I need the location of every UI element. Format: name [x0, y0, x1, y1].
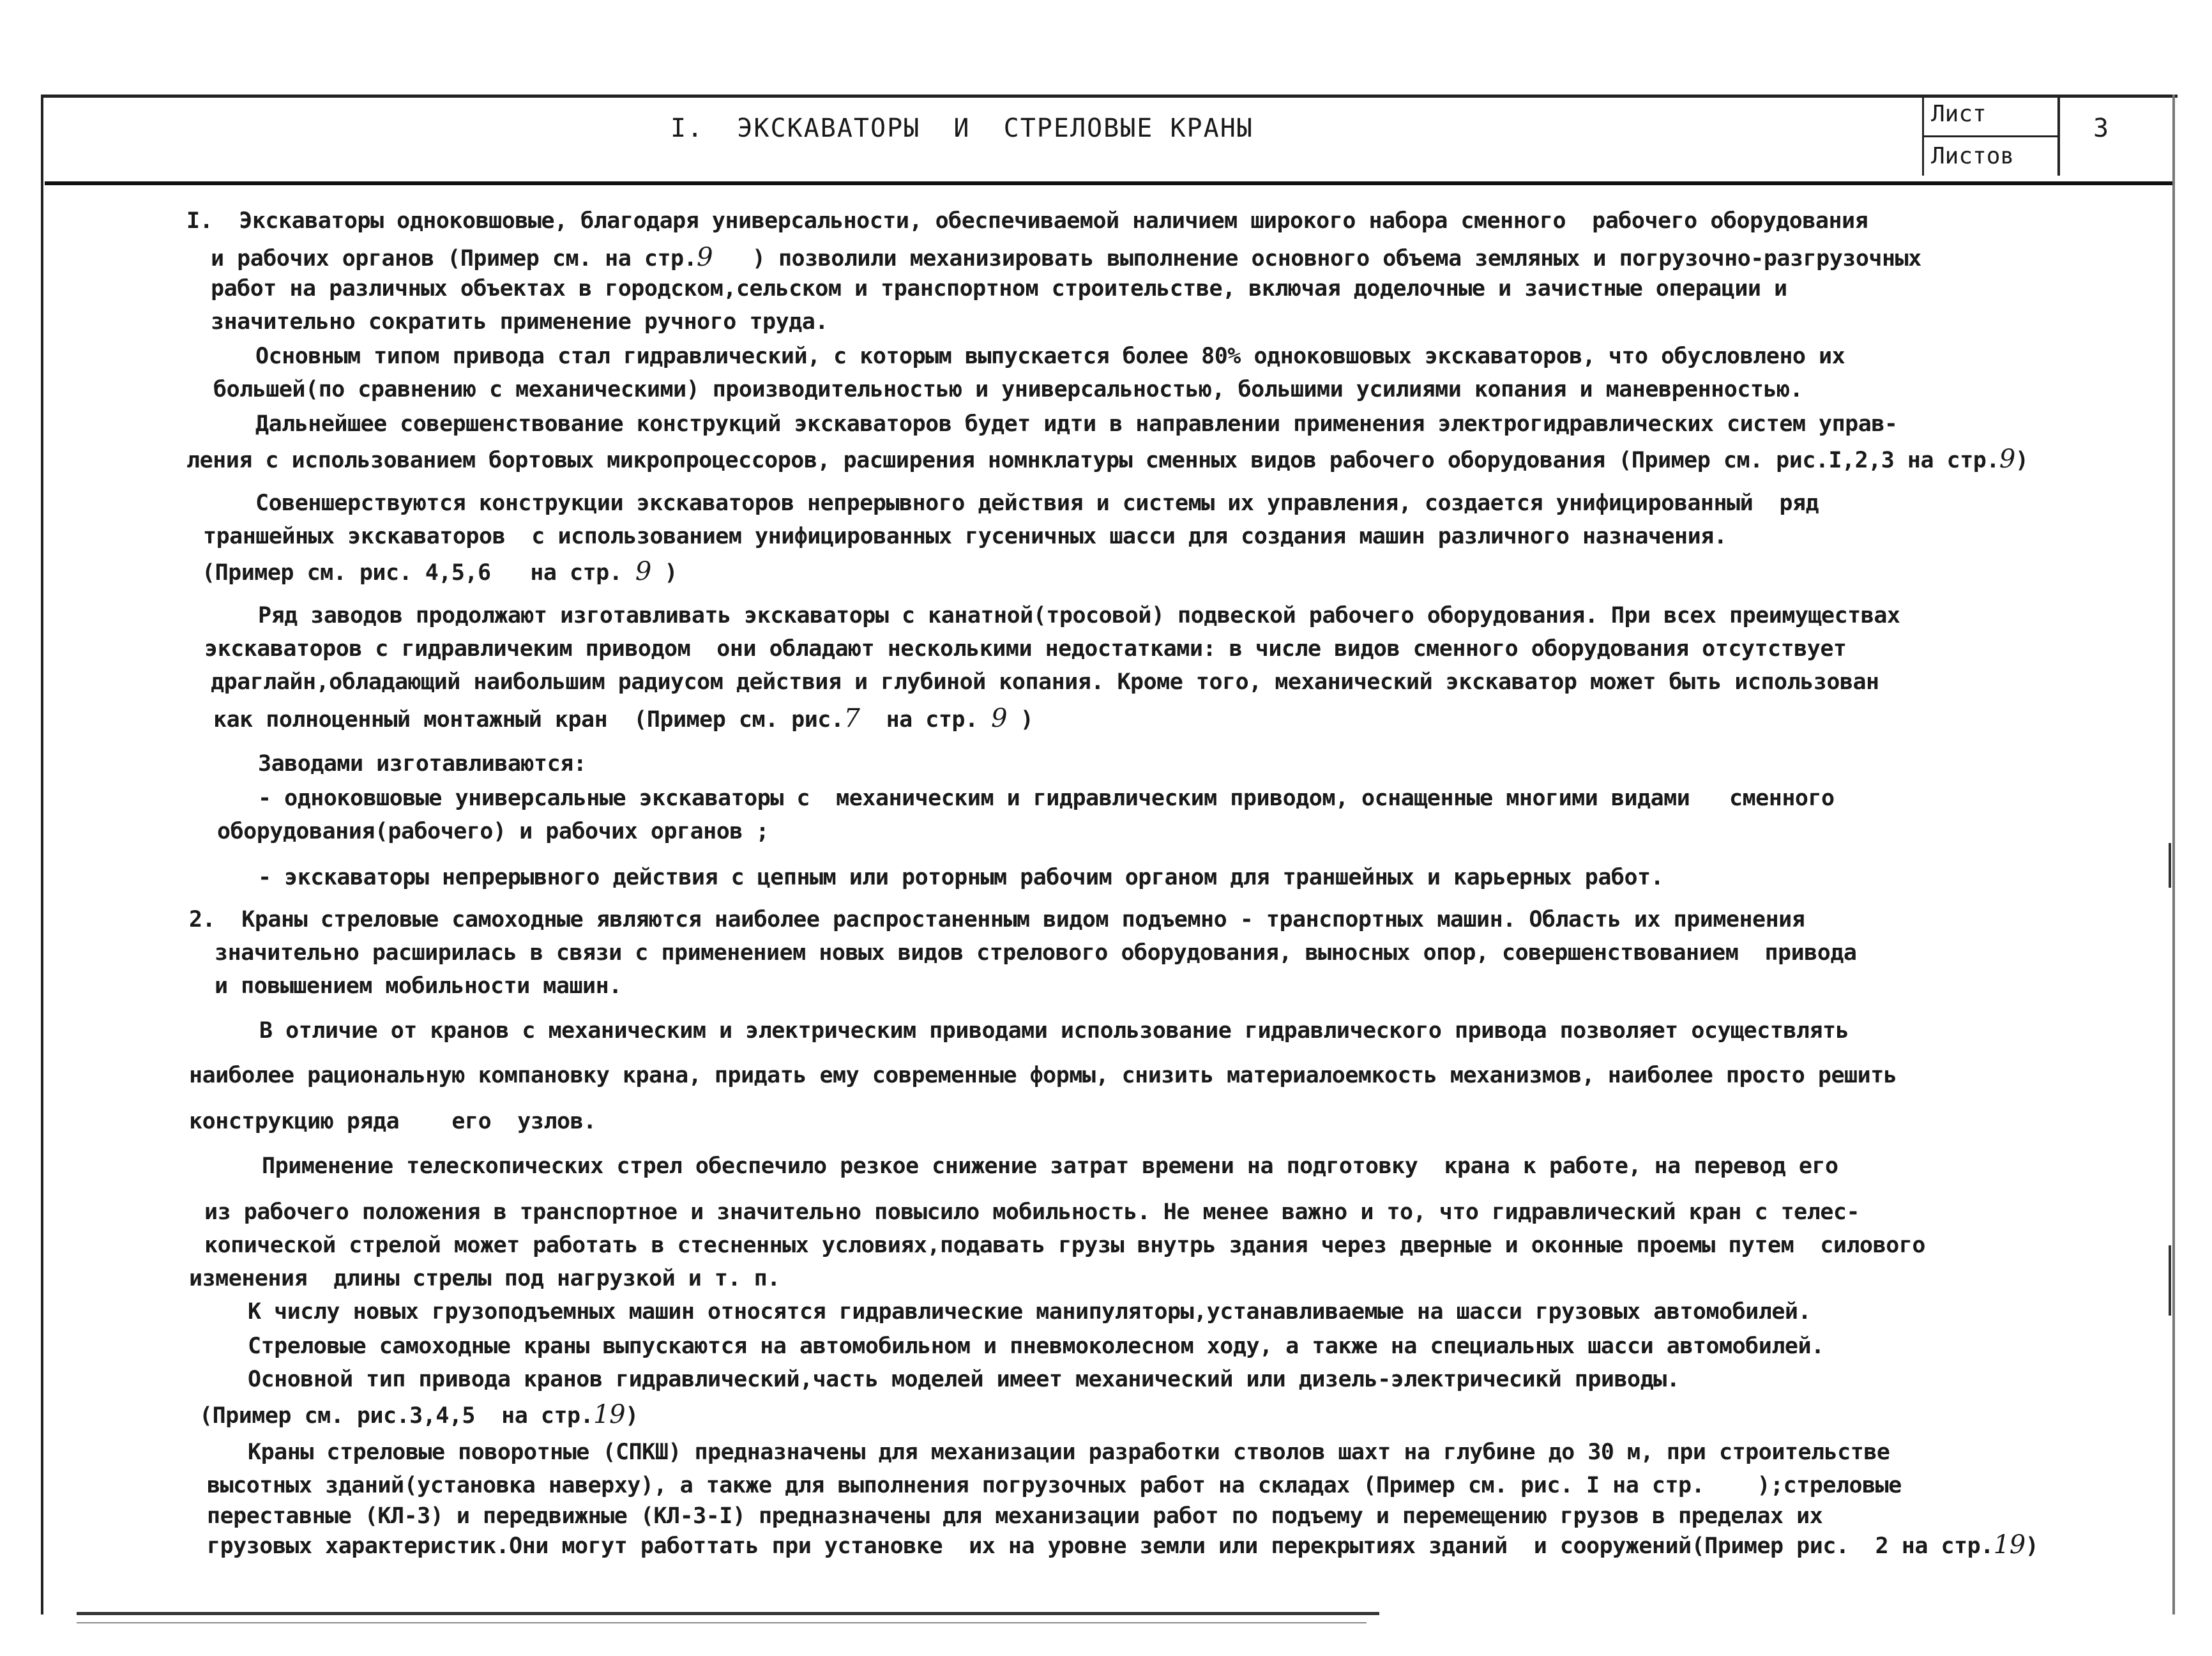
text-line: работ на различных объектах в городском,сельском и транспортном строительстве, включая доделочные и зачистные операции и: [211, 276, 1787, 301]
text-line: Применение телескопических стрел обеспечило резкое снижение затрат времени на подготовку крана к работе, на перевод его: [262, 1153, 1838, 1179]
sheets-label: Листов: [1931, 143, 2015, 169]
text-line: - одноковшовые универсальные экскаваторы с механическим и гидравлическим приводом, оснащенные многими видами сменного: [258, 786, 1835, 811]
text-line: экскаваторов с гидравличеким приводом они обладают несколькими недостатками: в числе видов сменного оборудования отсутствует: [204, 636, 1847, 662]
scan-artifact: [2169, 1245, 2171, 1316]
handwritten-page-ref: 9: [635, 557, 651, 586]
text-line: (Пример см. рис.3,4,5 на стр.19): [199, 1400, 639, 1429]
text-line: изменения длины стрелы под нагрузкой и т. п.: [189, 1266, 780, 1291]
text-line: Заводами изготавливаются:: [258, 751, 587, 777]
text-line: 2. Краны стреловые самоходные являются наиболее распростаненным видом подъемно - транспортных машин. Область их применения: [189, 907, 1805, 932]
scan-artifact: [2169, 843, 2171, 888]
text-line: К числу новых грузоподъемных машин относятся гидравлические манипуляторы,устанавливаемые на шасси грузовых автомобилей.: [248, 1299, 1812, 1325]
sheet-box-right-border: [2057, 96, 2060, 176]
handwritten-figure-ref: 7: [844, 704, 860, 733]
text-line: ления с использованием бортовых микропроцессоров, расширения номнклатуры сменных видов рабочего оборудования (Пример см. рис.I,2,3 на стр.9): [186, 444, 2029, 474]
text-line: драглайн,обладающий наибольшим радиусом действия и глубиной копания. Кроме того, механический экскаватор может быть использован: [211, 669, 1879, 695]
text-line: грузовых характеристик.Они могут работтать при установке их на уровне земли или перекрытиях зданий и сооружений(Пример рис. 2 на стр.19): [207, 1530, 2039, 1560]
text-line: и рабочих органов (Пример см. на стр.9 ) позволили механизировать выполнение основного объема земляных и погрузочно-разгрузочных: [211, 243, 1921, 272]
text-line: Совеншерствуются конструкции экскаваторов непрерывного действия и системы их управления, создается унифицированный ряд: [255, 490, 1819, 516]
page-frame-bottom-secondary: [77, 1622, 1367, 1623]
sheet-box-divider: [1922, 135, 2057, 137]
text-line: Ряд заводов продолжают изготавливать экскаваторы с канатной(тросовой) подвеской рабочего оборудования. При всех преимуществах: [258, 603, 1900, 628]
text-line: (Пример см. рис. 4,5,6 на стр. 9 ): [202, 557, 678, 586]
page-frame-bottom: [77, 1612, 1379, 1615]
sheet-label: Лист: [1931, 101, 1987, 127]
text-line: значительно сократить применение ручного труда.: [211, 309, 828, 335]
page-frame-left: [41, 95, 43, 1614]
text-line: наиболее рациональную компановку крана, придать ему современные формы, снизить материалоемкость механизмов, наиболее просто решить: [189, 1063, 1897, 1088]
text-line: оборудования(рабочего) и рабочих органов ;: [217, 819, 769, 844]
handwritten-page-ref: 19: [593, 1400, 626, 1429]
text-line: и повышением мобильности машин.: [215, 973, 622, 999]
section-title: I. ЭКСКАВАТОРЫ И СТРЕЛОВЫЕ КРАНЫ: [670, 114, 1254, 143]
text-line: из рабочего положения в транспортное и значительно повысило мобильность. Не менее важно и то, что гидравлический кран с телес-: [204, 1199, 1860, 1225]
text-line: Основной тип привода кранов гидравлический,часть моделей имеет механический или дизель-электричесикй приводы.: [248, 1367, 1680, 1392]
text-line: переставные (КЛ-3) и передвижные (КЛ-3-I) предназначены для механизации работ по подъему и перемещению грузов в пределах их: [207, 1503, 1823, 1529]
text-line: В отличие от кранов с механическим и электрическим приводами использование гидравлического привода позволяет осуществлять: [259, 1018, 1849, 1044]
handwritten-page-ref: 9: [991, 704, 1008, 733]
sheet-box: [1922, 96, 2069, 178]
text-line: большей(по сравнению с механическими) производительностью и универсальностью, большими усилиями копания и маневренностью.: [213, 377, 1803, 402]
handwritten-page-ref: 9: [697, 243, 713, 272]
text-line: копической стрелой может работать в стесненных условиях,подавать грузы внутрь здания через дверные и оконные проемы путем силового: [204, 1233, 1925, 1258]
text-line: Стреловые самоходные краны выпускаются на автомобильном и пневмоколесном ходу, а также на специальных шасси автомобилей.: [248, 1333, 1824, 1359]
text-line: высотных зданий(установка наверху), а также для выполнения погрузочных работ на складах (Пример см. рис. I на стр. );стреловые: [207, 1473, 1902, 1498]
page-frame-top: [41, 95, 2178, 98]
text-line: значительно расширилась в связи с применением новых видов стрелового оборудования, выносных опор, совершенствованием привода: [215, 940, 1857, 966]
text-line: Дальнейшее совершенствование конструкций экскаваторов будет идти в направлении применения электрогидравлических систем управ-: [255, 411, 1898, 437]
page-frame-right: [2172, 95, 2175, 1614]
text-line: Основным типом привода стал гидравлический, с которым выпускается более 80% одноковшовых экскаваторов, что обусловлено их: [255, 344, 1845, 369]
handwritten-page-ref: 9: [1999, 444, 2015, 474]
text-line: как полноценный монтажный кран (Пример см. рис.7 на стр. 9 ): [213, 704, 1034, 733]
text-line: Краны стреловые поворотные (СПКШ) предназначены для механизации разработки стволов шахт на глубине до 30 м, при строительстве: [248, 1440, 1890, 1465]
sheet-number: 3: [2093, 114, 2109, 143]
text-line: I. Экскаваторы одноковшовые, благодаря универсальности, обеспечиваемой наличием широкого набора сменного рабочего оборудования: [186, 208, 1868, 234]
text-line: - экскаваторы непрерывного действия с цепным или роторным рабочим органом для траншейных и карьерных работ.: [258, 865, 1664, 890]
header-rule: [45, 181, 2172, 185]
handwritten-page-ref: 19: [1993, 1530, 2026, 1560]
text-line: траншейных экскаваторов с использованием унифицированных гусеничных шасси для создания машин различного назначения.: [203, 524, 1727, 549]
text-line: конструкцию ряда его узлов.: [189, 1109, 596, 1134]
